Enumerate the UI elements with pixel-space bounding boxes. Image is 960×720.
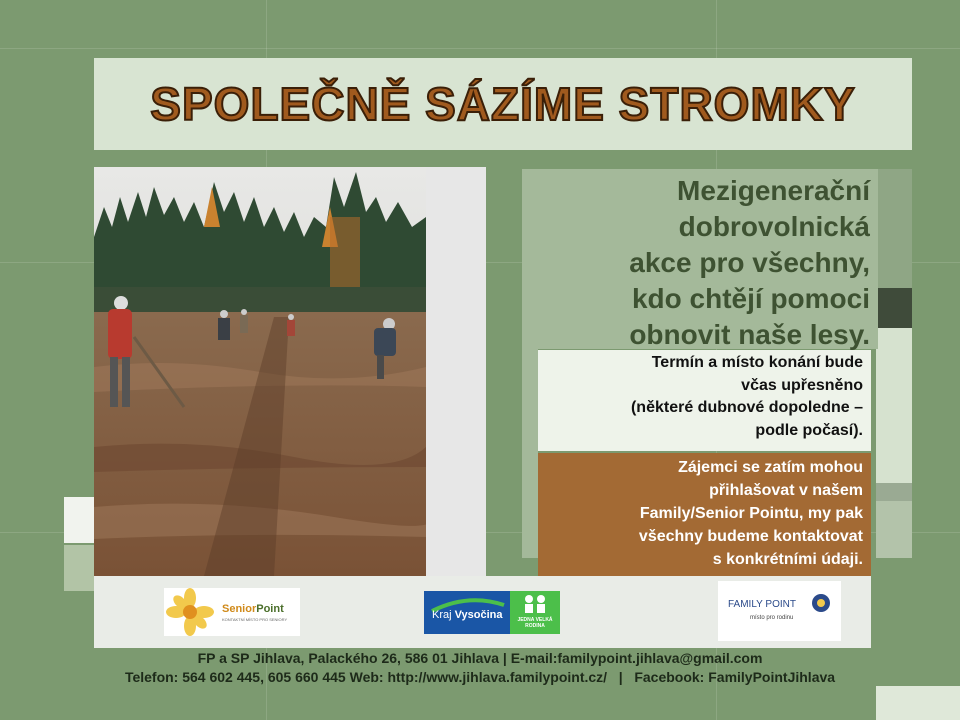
signup-line: Family/Senior Pointu, my pak [639,505,863,522]
grid-line [0,48,960,49]
intro-line: akce pro všechny, [629,247,870,278]
senior-point-tagline: KONTAKTNÍ MÍSTO PRO SENIORY [222,617,288,622]
family-icon [522,594,548,614]
signup-line: přihlašovat v našem [709,482,863,499]
family-point-tagline: místo pro rodinu [750,615,794,621]
signup-line: všechny budeme kontaktovat [638,528,863,545]
schedule-line: včas upřesněno [741,376,863,394]
badge-text: JEDNA VELKÁ RODINA [517,617,553,629]
signup-text [546,456,863,571]
schedule-text [546,352,863,442]
signup-line: s konkrétními údaji. [712,551,863,568]
intro-line: Mezigenerační [677,175,870,206]
decor-block [522,349,538,558]
family-point-logo [718,581,841,641]
decor-block [876,501,912,558]
family-badge [510,591,560,634]
daffodil-icon [166,588,214,636]
decor-block [876,169,912,288]
forest-planting-illustration [94,167,426,576]
decor-block [876,288,912,328]
kraj-vysocina-name: Kraj Vysočina [432,609,503,621]
family-point-name: FAMILY POINT [728,599,796,610]
schedule-line: Termín a místo konání bude [651,354,863,371]
schedule-line: (některé dubnové dopoledne – [630,399,863,416]
senior-point-name: SeniorPoint [222,603,284,615]
volunteer-figure [287,314,295,336]
footer-contacts: Telefon: 564 602 445, 605 660 445 Web: http://www.jihlava.familypoint.cz/ | Facebook: FamilyPointJihlava [124,669,836,685]
intro-line: kdo chtějí pomoci [631,283,870,314]
decor-block [876,328,912,483]
kraj-vysocina-logo [424,591,560,634]
footer-address: FP a SP Jihlava, Palackého 26, 586 01 Jihlava | E-mail:familypoint.jihlava@gmail.com [197,650,763,666]
intro-text [530,173,870,353]
decor-block [876,686,960,720]
signup-line: Zájemci se zatím mohou [678,459,863,476]
family-point-dot-icon [812,594,830,612]
intro-line: dobrovolnická [678,211,870,242]
forest-planting-photo [94,167,426,576]
senior-point-logo [164,588,300,636]
page-title: SPOLEČNĚ SÁZÍME STROMKY [150,78,856,130]
decor-block [876,483,912,501]
schedule-line: podle počasí). [755,421,863,439]
volunteer-figure [240,309,248,333]
intro-line: obnovit naše lesy. [629,319,870,350]
